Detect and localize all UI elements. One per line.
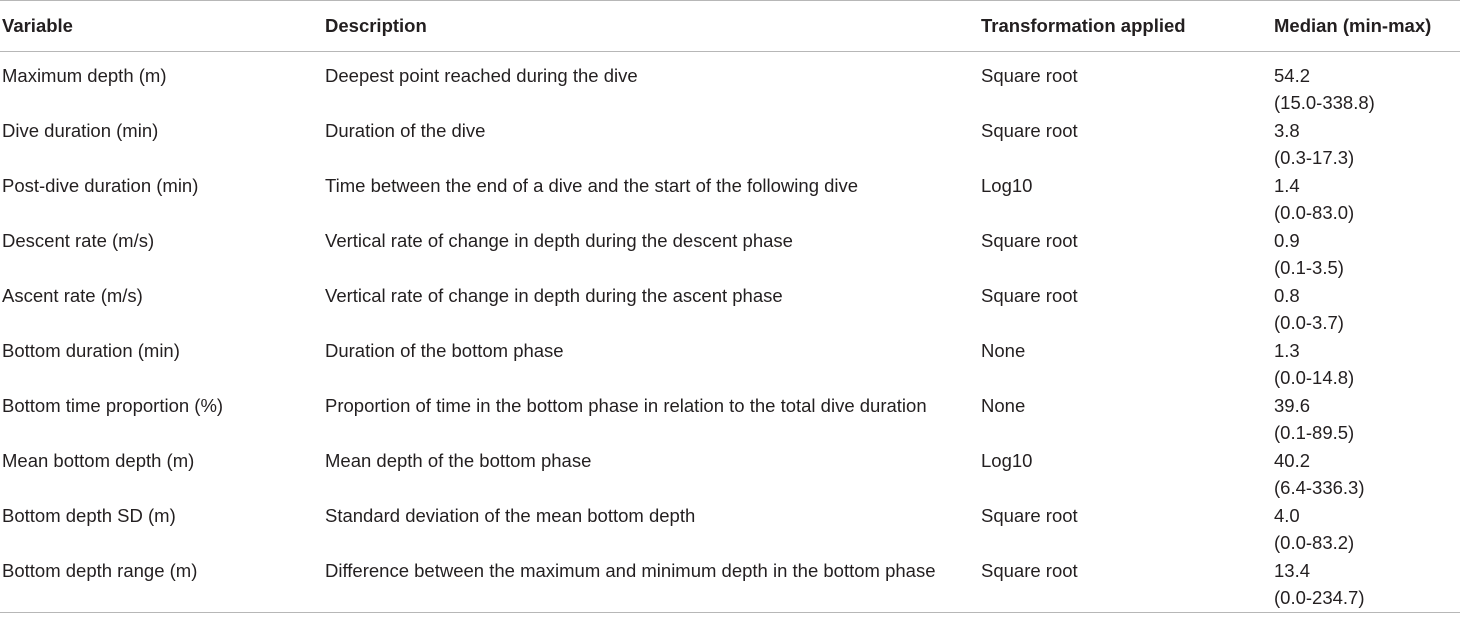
table-body [0, 52, 1460, 613]
table-row [0, 337, 1460, 392]
cell-description: Proportion of time in the bottom phase in relation to the total dive duration [325, 394, 927, 416]
range-value: (0.0-83.0) [1274, 201, 1355, 223]
median-value: 39.6 [1274, 394, 1311, 416]
table-row [0, 502, 1460, 557]
header-row [0, 1, 1460, 52]
cell-description: Vertical rate of change in depth during the ascent phase [325, 284, 783, 306]
cell-transformation: None [981, 394, 1026, 416]
cell-median [1274, 117, 1460, 172]
median-value: 54.2 [1274, 65, 1311, 86]
cell-variable: Maximum depth (m) [2, 65, 167, 86]
cell-variable: Bottom time proportion (%) [2, 394, 224, 416]
range-value: (0.3-17.3) [1274, 146, 1355, 168]
median-value: 13.4 [1274, 559, 1311, 581]
cell-median [1274, 502, 1460, 557]
median-value: 3.8 [1274, 119, 1300, 141]
cell-transformation: Square root [981, 229, 1078, 251]
median-value: 0.8 [1274, 284, 1300, 306]
range-value: (0.0-83.2) [1274, 531, 1355, 553]
cell-variable: Ascent rate (m/s) [2, 284, 143, 306]
cell-description: Time between the end of a dive and the start of the following dive [325, 174, 859, 196]
cell-transformation: None [981, 339, 1026, 361]
cell-description: Difference between the maximum and minimum depth in the bottom phase [325, 559, 936, 581]
cell-variable: Dive duration (min) [2, 119, 159, 141]
cell-transformation: Square root [981, 504, 1078, 526]
range-value: (0.0-234.7) [1274, 586, 1365, 608]
cell-variable: Mean bottom depth (m) [2, 449, 195, 471]
median-value: 1.4 [1274, 174, 1300, 196]
table-row [0, 392, 1460, 447]
cell-median [1274, 447, 1460, 502]
median-value: 4.0 [1274, 504, 1300, 526]
cell-median [1274, 227, 1460, 282]
range-value: (0.0-3.7) [1274, 311, 1344, 333]
range-value: (0.1-3.5) [1274, 256, 1344, 278]
cell-transformation: Square root [981, 119, 1078, 141]
cell-description: Duration of the bottom phase [325, 339, 564, 361]
cell-variable: Post-dive duration (min) [2, 174, 199, 196]
cell-median [1274, 337, 1460, 392]
table-row [0, 172, 1460, 227]
median-value: 40.2 [1274, 449, 1311, 471]
cell-variable: Bottom duration (min) [2, 339, 180, 361]
table-header [0, 1, 1460, 52]
cell-transformation: Square root [981, 284, 1078, 306]
table-row [0, 447, 1460, 502]
cell-description: Vertical rate of change in depth during the descent phase [325, 229, 793, 251]
range-value: (15.0-338.8) [1274, 92, 1375, 113]
table-row [0, 282, 1460, 337]
table-row [0, 227, 1460, 282]
median-value: 0.9 [1274, 229, 1300, 251]
cell-median [1274, 52, 1460, 117]
range-value: (0.0-14.8) [1274, 366, 1355, 388]
median-value: 1.3 [1274, 339, 1300, 361]
table-row [0, 117, 1460, 172]
cell-median [1274, 392, 1460, 447]
cell-transformation: Log10 [981, 174, 1033, 196]
cell-variable: Bottom depth SD (m) [2, 504, 176, 526]
cell-transformation: Square root [981, 559, 1078, 581]
cell-median [1274, 282, 1460, 337]
cell-variable: Descent rate (m/s) [2, 229, 155, 251]
cell-description: Deepest point reached during the dive [325, 65, 638, 86]
cell-description: Mean depth of the bottom phase [325, 449, 592, 471]
cell-description: Standard deviation of the mean bottom depth [325, 504, 696, 526]
cell-transformation: Log10 [981, 449, 1033, 471]
cell-median [1274, 557, 1460, 613]
cell-transformation: Square root [981, 65, 1078, 86]
header-transformation: Transformation applied [981, 15, 1186, 36]
cell-variable: Bottom depth range (m) [2, 559, 198, 581]
range-value: (0.1-89.5) [1274, 421, 1355, 443]
header-description: Description [325, 15, 427, 36]
cell-median [1274, 172, 1460, 227]
cell-description: Duration of the dive [325, 119, 486, 141]
header-variable: Variable [2, 15, 73, 36]
range-value: (6.4-336.3) [1274, 476, 1365, 498]
table-row [0, 52, 1460, 117]
table-row [0, 557, 1460, 613]
header-median: Median (min-max) [1274, 15, 1432, 36]
